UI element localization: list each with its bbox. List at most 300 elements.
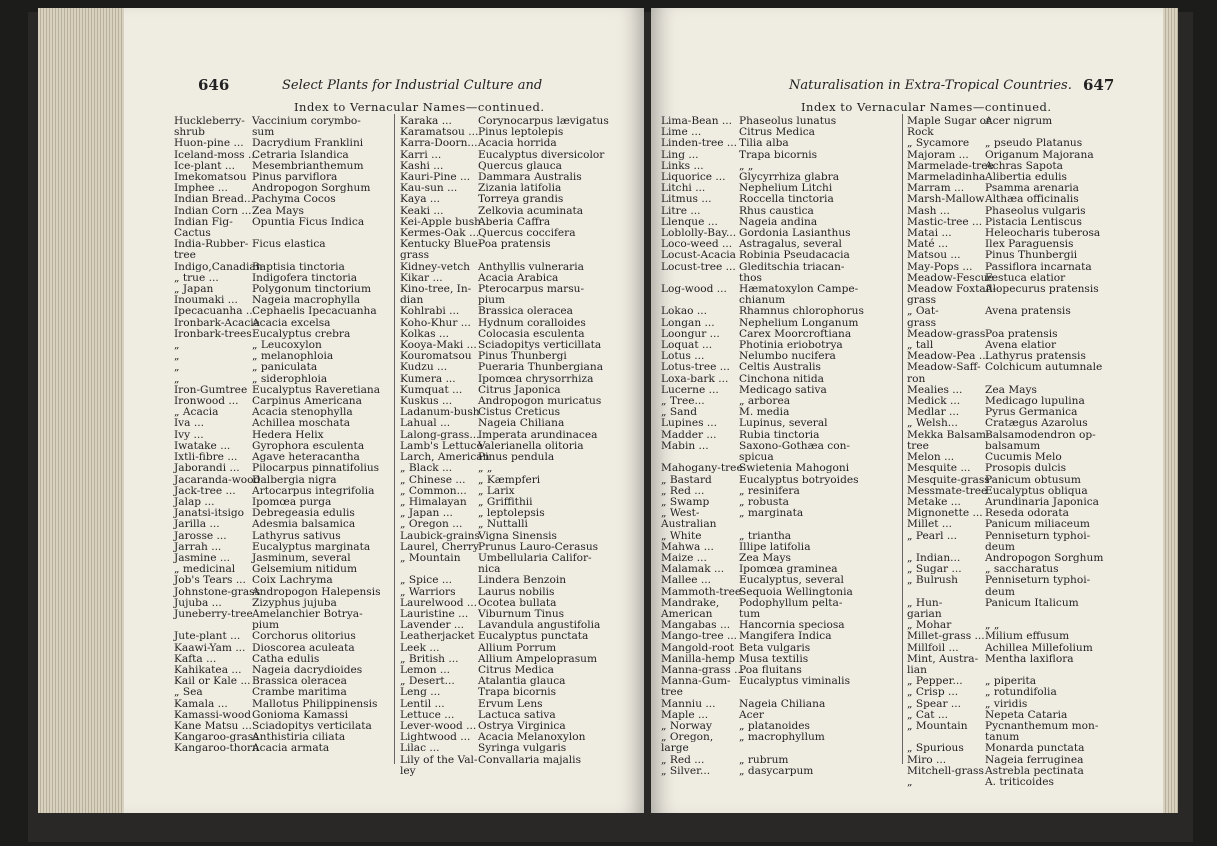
vernacular-name: Majoram ... [907,148,969,161]
botanical-name: Anthistiria ciliata [252,731,346,744]
vernacular-name: Leatherjacket [400,630,475,643]
index-entry [661,194,864,205]
vernacular-name: Matai ... [907,227,952,240]
index-entry [907,284,1103,295]
vernacular-name: Karri ... [400,148,442,161]
botanical-name: Valerianella olitoria [478,439,584,452]
vernacular-name: Lilac ... [400,742,440,755]
botanical-name: Mentha laxiflora [985,652,1074,665]
vernacular-name: Karaka ... [400,115,452,127]
botanical-name: thos [739,271,762,284]
vernacular-name: Mabin ... [661,439,709,452]
vernacular-name: Ironbark-trees [174,327,252,340]
botanical-name: Prosopis dulcis [985,462,1067,475]
vernacular-name: „ Red ... [661,484,705,497]
index-entry [661,687,864,698]
vernacular-name: Locust-tree ... [661,260,736,273]
botanical-name: „ siderophloia [252,372,328,385]
botanical-name: spicua [739,451,774,464]
vernacular-name: Manilla-hemp [661,652,735,665]
botanical-name: Zea Mays [252,204,304,217]
botanical-name: Heleocharis tuberosa [985,227,1101,240]
index-entry [661,676,864,687]
vernacular-name: tree [661,686,683,699]
botanical-name: Tilia alba [739,137,789,150]
botanical-name: Polygonum tinctorium [252,283,372,296]
vernacular-name: Kino-tree, In- [400,283,472,296]
botanical-name: Zizyphus jujuba [252,596,337,609]
botanical-name: „ saccharatus [985,563,1059,576]
running-head-left: Select Plants for Industrial Culture and [282,78,543,93]
vernacular-name: Mango-tree ... [661,630,738,643]
botanical-name: Poa pratensis [478,238,551,251]
botanical-name: Pistacia Lentiscus [985,215,1082,228]
botanical-name: Anthyllis vulneraria [478,260,584,273]
botanical-name: Zea Mays [739,551,791,564]
botanical-name: Celtis Australis [739,361,821,374]
botanical-name: Roccella tinctoria [739,193,834,206]
index-entry [907,519,1103,530]
botanical-name: „ Kæmpferi [478,473,541,486]
vernacular-name: Jarilla ... [174,518,220,531]
botanical-name: Dioscorea aculeata [252,641,355,654]
botanical-name: Nageia Chiliana [739,697,826,710]
index-entry [661,463,864,474]
vernacular-name: Manniu ... [661,697,716,710]
vernacular-name: „ Swamp [661,495,710,508]
vernacular-name: Medlar ... [907,406,960,419]
botanical-name: Debregeasia edulis [252,507,355,520]
botanical-name: Althæa officinalis [985,193,1079,206]
vernacular-name: Kei-Apple bush [400,215,481,228]
botanical-name: Pilocarpus pinnatifolius [252,462,380,475]
botanical-name: Eucalyptus obliqua [985,484,1088,497]
vernacular-name: Kamassi-wood [174,708,252,721]
botanical-name: Corynocarpus lævigatus [478,115,609,127]
botanical-name: Pinus Thunbergii [985,249,1078,262]
vernacular-name: Kaya ... [400,193,441,206]
botanical-name: Brassica oleracea [252,675,347,688]
vernacular-name: „ Spice ... [400,574,452,587]
botanical-name: Colocasia esculenta [478,327,585,340]
index-entry [174,306,381,317]
index-entry [174,138,381,149]
vernacular-name: Ixtli-fibre ... [174,451,238,464]
vernacular-name: Maize ... [661,551,707,564]
vernacular-name: „ Sugar ... [907,563,962,576]
vernacular-name: Lemon ... [400,663,451,676]
botanical-name: „ „ [739,159,754,172]
vernacular-name: Indian Fig- [174,215,233,228]
botanical-name: Phaseolus lunatus [739,115,837,127]
botanical-name: Acacia horrida [478,137,557,150]
botanical-name: Torreya grandis [478,193,564,206]
botanical-name: „ leptolepsis [478,507,545,520]
vernacular-name: Iceland-moss ... [174,148,259,161]
vernacular-name: „ Japan [174,283,214,296]
index-entry [661,743,864,754]
botanical-name: nica [478,563,501,576]
vernacular-name: „ Silver... [661,764,711,777]
vernacular-name: Lahual ... [400,417,451,430]
vernacular-name: Jarosse ... [174,529,227,542]
vernacular-name: „ Tree... [661,395,705,408]
botanical-name: Dalbergia nigra [252,473,337,486]
botanical-name: Syringa vulgaris [478,742,567,755]
botanical-name: Mesembrianthemum [252,159,364,172]
index-entry [174,631,381,642]
vernacular-name: „ Chinese ... [400,473,466,486]
vernacular-name: „ tall [907,339,934,352]
botanical-name: Vaccinium corymbo- [252,115,361,127]
vernacular-name: „ true ... [174,271,219,284]
botanical-name: Nageia macrophylla [252,294,361,307]
vernacular-name: Longan ... [661,316,715,329]
vernacular-name: Ling ... [661,148,699,161]
vernacular-name: Lily of the Val- [400,753,478,766]
botanical-name: „ „ [478,462,493,475]
vernacular-name: Ironwood ... [174,395,239,408]
botanical-name: Andropogon Sorghum [985,551,1104,564]
botanical-name: chianum [739,294,786,307]
vernacular-name: Kumera ... [400,372,456,385]
botanical-name: Eucalyptus Raveretiana [252,383,381,396]
vernacular-name: „ Pearl ... [907,529,958,542]
page-edges-left [38,8,130,813]
vernacular-name: Mitchell-grass [907,764,984,777]
vernacular-name: Imekomatsou [174,171,247,184]
vernacular-name: Laurelwood ... [400,596,477,609]
botanical-name: Mallotus Philippinensis [252,697,378,710]
vernacular-name: Kouromatsou [400,350,472,363]
vernacular-name: Lima-Bean ... [661,115,733,127]
vernacular-name: Meadow Foxtail- [907,283,997,296]
index-entry [174,519,381,530]
index-entry [907,687,1103,698]
vernacular-name: „ medicinal [174,563,236,576]
botanical-name: Pinus parviflora [252,171,338,184]
vernacular-name: „ Sycamore [907,137,970,150]
index-entry [400,362,609,373]
botanical-name: „ marginata [739,507,804,520]
botanical-name: Andropogon muricatus [478,395,602,408]
index-entry [174,575,381,586]
vernacular-name: Laubick-grains [400,529,480,542]
vernacular-name: Mandrake, [661,596,720,609]
vernacular-name: „ Mountain [907,719,968,732]
botanical-name: Lindera Benzoin [478,574,567,587]
vernacular-name: Millet ... [907,518,953,531]
index-entry [174,418,381,429]
botanical-name: Brassica oleracea [478,305,573,318]
vernacular-name: Cactus [174,227,211,240]
vernacular-name: Kooya-Maki ... [400,339,477,352]
vernacular-name: Kidney-vetch [400,260,471,273]
vernacular-name: „ Oregon, [661,731,714,744]
vernacular-name: Leng ... [400,686,441,699]
botanical-name: „ rubrum [739,753,789,766]
vernacular-name: Lucerne ... [661,383,719,396]
vernacular-name: Larch, American [400,451,490,464]
vernacular-name: American [661,607,713,620]
vernacular-name: Meadow-Saff- [907,361,981,374]
botanical-name: Acacia stenophylla [252,406,353,419]
vernacular-name: Ice-plant ... [174,159,236,172]
vernacular-name: Matsou ... [907,249,961,262]
page-number-left: 646 [198,76,230,94]
botanical-name: „ paniculata [252,361,318,374]
vernacular-name: Maple ... [661,708,709,721]
botanical-name: Convallaria majalis [478,753,582,766]
index-entry [907,777,1103,788]
botanical-name: Eucalyptus botryoides [739,473,859,486]
vernacular-name: „ Cat ... [907,708,949,721]
vernacular-name: grass [907,294,937,307]
vernacular-name: „ Black ... [400,462,453,475]
vernacular-name: Loquat ... [661,339,713,352]
vernacular-name: lian [907,663,927,676]
vernacular-name: „ [174,339,180,352]
botanical-name: Ipomœa purga [252,495,332,508]
vernacular-name: Links ... [661,159,704,172]
botanical-name: Lathyrus sativus [252,529,341,542]
index-entry [907,250,1103,261]
vernacular-name: Lauristine ... [400,607,469,620]
botanical-name: Pterocarpus marsu- [478,283,585,296]
index-column-right-1 [661,116,864,777]
column-divider-left [394,114,395,764]
vernacular-name: „ Mohar [907,619,952,632]
column-divider-right [902,114,903,764]
index-entry [661,766,864,777]
vernacular-name: shrub [174,126,205,139]
botanical-name: Illipe latifolia [739,540,811,553]
vernacular-name: Jack-tree ... [174,484,236,497]
index-entry [907,418,1103,429]
index-entry [174,463,381,474]
vernacular-name: tree [907,439,929,452]
vernacular-name: Metake ... [907,495,961,508]
index-entry [400,138,609,149]
botanical-name: Acacia armata [252,742,330,755]
vernacular-name: Kamala ... [174,697,228,710]
vernacular-name: Manna-grass ... [661,663,745,676]
index-entry [661,362,864,373]
vernacular-name: „ Pepper... [907,675,963,688]
botanical-name: Astragalus, several [739,238,842,251]
botanical-name: Nageia Chiliana [478,417,565,430]
vernacular-name: Mesquite-grass [907,473,990,486]
vernacular-name: Leek ... [400,641,440,654]
index-entry [400,755,609,766]
botanical-name: „ pseudo Platanus [985,137,1083,150]
index-entry [661,250,864,261]
vernacular-name: Meadow-Fescue [907,271,994,284]
botanical-name: pium [252,619,280,632]
index-entry [400,418,609,429]
vernacular-name: garian [907,607,942,620]
vernacular-name: Mignonette ... [907,507,983,520]
botanical-name: Sciadopitys verticillata [478,339,602,352]
index-entry [174,687,381,698]
vernacular-name: „ Indian... [907,551,961,564]
botanical-name: Lathyrus pratensis [985,350,1086,363]
vernacular-name: large [661,742,689,755]
botanical-name: Crambe maritima [252,686,347,699]
botanical-name: pium [478,294,506,307]
botanical-name: Photinia eriobotrya [739,339,843,352]
vernacular-name: Linden-tree ... [661,137,738,150]
vernacular-name: Ironbark-Acacia [174,316,260,329]
vernacular-name: ley [400,764,416,777]
botanical-name: Astrebla pectinata [985,764,1084,777]
botanical-name: Zizania latifolia [478,182,562,195]
botanical-name: Zelkovia acuminata [478,204,584,217]
botanical-name: Nageia dacrydioides [252,663,363,676]
botanical-name: Origanum Majorana [985,148,1094,161]
vernacular-name: Janatsi-itsigo [174,507,244,520]
botanical-name: „ rotundifolia [985,686,1057,699]
vernacular-name: Meadow-grass [907,327,986,340]
index-entry [907,116,1103,127]
botanical-name: Pyrus Germanica [985,406,1078,419]
index-entry [661,418,864,429]
vernacular-name: Job's Tears ... [174,574,246,587]
index-entry [400,766,609,777]
botanical-name: Musa textilis [739,652,809,665]
index-entry [661,575,864,586]
botanical-name: Eucalyptus marginata [252,540,371,553]
vernacular-name: „ Spurious [907,742,964,755]
botanical-name: Alibertia edulis [985,171,1067,184]
vernacular-name: Iron-Gumtree [174,383,248,396]
vernacular-name: Mammoth-tree [661,585,742,598]
botanical-name: Penniseturn typhoi- [985,574,1091,587]
vernacular-name: Miro ... [907,753,947,766]
vernacular-name: „ Norway [661,719,712,732]
vernacular-name: „ Crisp ... [907,686,959,699]
botanical-name: Medicago lupulina [985,395,1085,408]
botanical-name: Festuca elatior [985,271,1066,284]
botanical-name: Jasminum, several [252,551,351,564]
vernacular-name: Rock [907,126,934,139]
vernacular-name: Kolkas ... [400,327,450,340]
vernacular-name: Mangabas ... [661,619,731,632]
vernacular-name: Lotus ... [661,350,705,363]
botanical-name: Laurus nobilis [478,585,555,598]
vernacular-name: Kangaroo-thorn [174,742,259,755]
botanical-name: Umbellularia Califor- [478,551,592,564]
vernacular-name: Locust-Acacia [661,249,736,262]
botanical-name: Colchicum autumnale [985,361,1103,374]
vernacular-name: „ Sand [661,406,698,419]
vernacular-name: „ British ... [400,652,459,665]
vernacular-name: Loxa-bark ... [661,372,729,385]
botanical-name: Lactuca sativa [478,708,556,721]
botanical-name: tum [739,607,761,620]
right-page [651,8,1163,813]
vernacular-name: Millfoil ... [907,641,959,654]
vernacular-name: Maple Sugar or [907,115,992,127]
botanical-name: Alopecurus pratensis [985,283,1099,296]
botanical-name: Catha edulis [252,652,320,665]
botanical-name: Nelumbo nucifera [739,350,836,363]
vernacular-name: „ West- [661,507,700,520]
vernacular-name: Loblolly-Bay... [661,227,737,240]
botanical-name: Passiflora incarnata [985,260,1092,273]
botanical-name: Trapa bicornis [478,686,557,699]
botanical-name: „ viridis [985,697,1028,710]
botanical-name: Gonioma Kamassi [252,708,349,721]
botanical-name: Prunus Lauro-Cerasus [478,540,599,553]
vernacular-name: Mekka Balsam- [907,428,990,441]
botanical-name: Allium Ampeloprasum [478,652,598,665]
vernacular-name: Keaki ... [400,204,444,217]
vernacular-name: Jacaranda-wood [174,473,261,486]
vernacular-name: Kane Matsu ... [174,719,252,732]
index-heading-left: Index to Vernacular Names—continued. [294,100,545,114]
botanical-name: Ocotea bullata [478,596,557,609]
vernacular-name: Lever-wood ... [400,719,477,732]
botanical-name: Poa fluitans [739,663,802,676]
botanical-name: Coix Lachryma [252,574,333,587]
botanical-name: „ macrophyllum [739,731,825,744]
index-entry [661,262,864,273]
botanical-name: Rhus caustica [739,204,814,217]
vernacular-name: „ Warriors [400,585,456,598]
botanical-name: Poa pratensis [985,327,1058,340]
vernacular-name: Melon ... [907,451,955,464]
botanical-name: Baptisia tinctoria [252,260,345,273]
index-entry [661,631,864,642]
index-entry [400,463,609,474]
index-entry [174,362,381,373]
botanical-name: Ostrya Virginica [478,719,566,732]
botanical-name: „ dasycarpum [739,764,814,777]
vernacular-name: „ Bastard [661,473,712,486]
botanical-name: Eucalyptus viminalis [739,675,851,688]
vernacular-name: Indian Corn ... [174,204,252,217]
vernacular-name: „ Japan ... [400,507,453,520]
botanical-name: Trapa bicornis [739,148,818,161]
vernacular-name: Indian Bread... [174,193,255,206]
botanical-name: Eucalyptus diversicolor [478,148,605,161]
vernacular-name: Marmelade-tree [907,159,994,172]
botanical-name: Ficus elastica [252,238,326,251]
botanical-name: Atalantia glauca [478,675,566,688]
botanical-name: Cistus Creticus [478,406,561,419]
botanical-name: Rhamnus chlorophorus [739,305,864,318]
vernacular-name: Messmate-tree [907,484,988,497]
vernacular-name: Indigo,Canadian [174,260,263,273]
vernacular-name: Johnstone-grass [174,585,261,598]
index-entry [400,631,609,642]
botanical-name: Pinus leptolepis [478,126,564,139]
vernacular-name: Laurel, Cherry [400,540,479,553]
index-entry [907,138,1103,149]
index-entry [400,519,609,530]
index-entry [907,194,1103,205]
botanical-name: Monarda punctata [985,742,1085,755]
index-entry [174,250,381,261]
botanical-name: Indigofera tinctoria [252,271,358,284]
vernacular-name: „ Desert... [400,675,455,688]
botanical-name: Nageia ferruginea [985,753,1084,766]
botanical-name: Cinchona nitida [739,372,824,385]
botanical-name: A. triticoides [985,775,1054,788]
vernacular-name: Meadow-Pea ... [907,350,989,363]
botanical-name: Beta vulgaris [739,641,811,654]
